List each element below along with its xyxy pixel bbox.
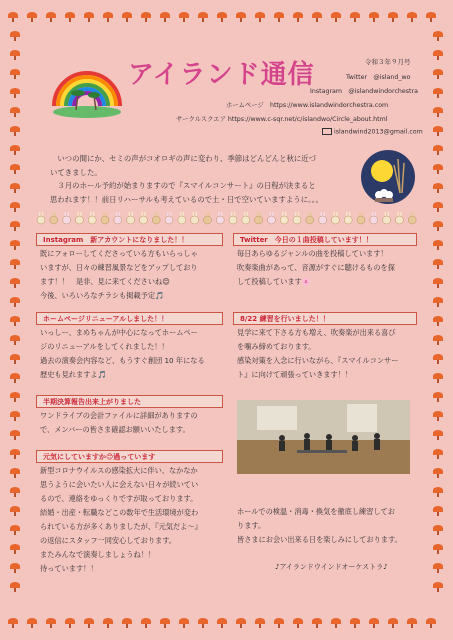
issue-date: 令和３年９月号 — [365, 58, 411, 66]
palm-tree-icon — [426, 618, 436, 628]
bunny-icon — [319, 212, 327, 224]
body-line: 皆さまにお会い出来る日を楽しみにしております。 — [237, 535, 402, 544]
bunny-icon — [255, 212, 263, 224]
intro-paragraph — [50, 152, 350, 206]
palm-tree-icon — [350, 618, 360, 628]
section-heading-twitter: Twitter 今日の１曲投稿しています！！ — [233, 233, 417, 246]
body-line: して投稿しています🌸 — [237, 277, 311, 286]
palm-tree-icon — [198, 12, 208, 22]
palm-tree-icon — [369, 12, 379, 22]
bunny-icon — [152, 212, 160, 224]
palm-tree-icon — [433, 525, 443, 535]
moon-viewing-illustration — [360, 149, 416, 205]
palm-tree-icon — [10, 278, 20, 288]
palm-tree-icon — [433, 468, 443, 478]
palm-tree-icon — [179, 618, 189, 628]
palm-tree-icon — [433, 430, 443, 440]
body-line: 吹奏楽曲があって、音源がすぐに聴けるものを探 — [237, 263, 395, 272]
bunny-icon — [50, 212, 58, 224]
palm-tree-icon — [433, 354, 443, 364]
palm-tree-icon — [433, 297, 443, 307]
palm-tree-icon — [8, 12, 18, 22]
bunny-icon — [357, 212, 365, 224]
body-line: の返信にスタッフ一同安心しております。 — [40, 536, 176, 545]
palm-tree-icon — [255, 618, 265, 628]
palm-tree-icon — [433, 449, 443, 459]
palm-tree-icon — [10, 449, 20, 459]
palm-tree-icon — [433, 202, 443, 212]
newsletter-title: アイランド通信 — [128, 60, 315, 90]
palm-tree-icon — [10, 297, 20, 307]
bunny-icon — [114, 212, 122, 224]
bunny-icon — [267, 212, 275, 224]
palm-tree-icon — [10, 69, 20, 79]
palm-tree-icon — [433, 240, 443, 250]
intro-line: いつの間にか、セミの声がコオロギの声に変わり、季節はどんどんと秋に近づ — [50, 154, 317, 163]
body-line: ジのリニューアルをしてくれました！！ — [40, 342, 169, 351]
palm-tree-icon — [122, 12, 132, 22]
palm-tree-icon — [10, 202, 20, 212]
bunny-icon — [280, 212, 288, 224]
section-heading-homepage: ホームページリニューアルしました！！ — [36, 312, 223, 325]
palm-tree-icon — [433, 487, 443, 497]
palm-tree-icon — [433, 164, 443, 174]
palm-tree-icon — [255, 12, 265, 22]
body-line: 歴史も見れますよ🎵 — [40, 370, 107, 379]
palm-tree-icon — [433, 50, 443, 60]
palm-tree-icon — [10, 335, 20, 345]
palm-tree-icon — [433, 506, 443, 516]
bunny-icon — [37, 212, 45, 224]
bunny-icon — [216, 212, 224, 224]
palm-tree-icon — [312, 12, 322, 22]
palm-tree-icon — [433, 31, 443, 41]
rainbow-illustration — [50, 66, 124, 118]
body-line: ワンドライブの会計ファイルに詳細がありますの — [40, 411, 198, 420]
email-address: islandwind2013@gmail.com — [334, 128, 423, 136]
palm-tree-icon — [10, 50, 20, 60]
body-line: ト』に向けて頑張っていきます！！ — [237, 370, 353, 379]
palm-tree-icon — [141, 618, 151, 628]
body-line: 新型コロナウイルスの感染拡大に伴い、なかなか — [40, 466, 198, 475]
palm-tree-icon — [160, 618, 170, 628]
palm-tree-icon — [10, 221, 20, 231]
palm-tree-icon — [46, 12, 56, 22]
palm-tree-icon — [350, 12, 360, 22]
palm-tree-icon — [433, 373, 443, 383]
body-line: 既にフォローしてくださっている方もいらっしゃ — [40, 249, 198, 258]
palm-tree-icon — [10, 373, 20, 383]
bunny-icon — [178, 212, 186, 224]
body-line: 今後、いろいろなチラシも掲載予定🎵 — [40, 291, 164, 300]
palm-tree-icon — [10, 582, 20, 592]
palm-tree-icon — [10, 126, 20, 136]
palm-tree-icon — [369, 618, 379, 628]
palm-tree-icon — [433, 69, 443, 79]
palm-tree-icon — [274, 618, 284, 628]
palm-tree-icon — [10, 183, 20, 193]
palm-tree-icon — [426, 12, 436, 22]
bunny-icon — [383, 212, 391, 224]
palm-tree-icon — [10, 354, 20, 364]
palm-tree-icon — [433, 107, 443, 117]
section-heading-instagram: Instagram 新アカウントになりました！！ — [36, 233, 223, 246]
palm-tree-icon — [293, 12, 303, 22]
body-line: ホールでの検温・消毒・換気を徹底し練習してお — [237, 507, 395, 516]
palm-tree-icon — [433, 411, 443, 421]
palm-tree-icon — [103, 618, 113, 628]
section-body-settlement — [40, 409, 230, 437]
palm-tree-icon — [312, 618, 322, 628]
bunny-icon — [63, 212, 71, 224]
bunny-icon — [203, 212, 211, 224]
palm-tree-icon — [160, 12, 170, 22]
body-line: を噛み締めております。 — [237, 342, 316, 351]
bunny-icon — [395, 212, 403, 224]
bunny-icon — [75, 212, 83, 224]
palm-tree-icon — [293, 618, 303, 628]
palm-tree-icon — [433, 563, 443, 573]
section-body-homepage — [40, 326, 230, 382]
palm-tree-icon — [65, 618, 75, 628]
palm-tree-icon — [10, 468, 20, 478]
body-line: いっしー、まめちゃんが中心になってホームペー — [40, 328, 198, 337]
palm-tree-icon — [10, 430, 20, 440]
palm-tree-icon — [433, 582, 443, 592]
intro-line: いてきました。 — [50, 167, 102, 177]
palm-tree-icon — [10, 411, 20, 421]
palm-tree-icon — [84, 618, 94, 628]
palm-tree-icon — [46, 618, 56, 628]
body-line: るので、連絡をゆっくりですが取っております。 — [40, 494, 198, 503]
palm-tree-icon — [10, 506, 20, 516]
palm-tree-icon — [10, 145, 20, 155]
body-line: で、メンバーの皆さま確認お願いいたします。 — [40, 425, 190, 434]
palm-tree-icon — [10, 544, 20, 554]
body-line: 毎日あらゆるジャンルの曲を投稿しています！ — [237, 249, 388, 258]
bunny-icon — [101, 212, 109, 224]
palm-tree-icon — [433, 316, 443, 326]
instagram-handle: Instagram @islandwindorchestra — [310, 88, 418, 95]
bunny-icon — [88, 212, 96, 224]
palm-tree-icon — [122, 618, 132, 628]
palm-tree-icon — [433, 221, 443, 231]
body-line: 思うように会いたい人に会えない日々が続いてい — [40, 480, 199, 489]
body-line: いますが、日々の練習風景などをアップしており — [40, 263, 198, 272]
palm-tree-icon — [141, 12, 151, 22]
palm-tree-icon — [10, 392, 20, 402]
bunny-icon — [127, 212, 135, 224]
bunny-icon — [191, 212, 199, 224]
section-body-twitter — [237, 247, 422, 289]
palm-tree-icon — [433, 145, 443, 155]
bunny-icon — [408, 212, 416, 224]
palm-tree-icon — [433, 392, 443, 402]
palm-tree-icon — [407, 618, 417, 628]
bunny-icon — [344, 212, 352, 224]
body-line: またみんなで演奏しましょうね！！ — [40, 550, 156, 559]
palm-tree-icon — [65, 12, 75, 22]
homepage-link[interactable]: ホームページ https://www.islandwindorchestra.com — [226, 102, 389, 109]
palm-tree-icon — [10, 31, 20, 41]
twitter-handle: Twitter @island_wo — [346, 74, 411, 81]
email-line[interactable] — [322, 128, 423, 136]
mail-icon — [322, 128, 332, 135]
palm-tree-icon — [433, 183, 443, 193]
section-heading-greetings: 元気にしていますか😊過っています — [36, 450, 223, 463]
palm-tree-icon — [433, 88, 443, 98]
bunny-icon — [370, 212, 378, 224]
section-body-practice — [237, 326, 422, 382]
palm-tree-icon — [10, 316, 20, 326]
palm-tree-icon — [433, 278, 443, 288]
section-heading-practice: 8/22 練習を行いました！！ — [233, 312, 417, 325]
palm-tree-icon — [217, 12, 227, 22]
intro-line: 思われます！！前日リハーサルも考えているので土・日で空いていますように。。。 — [50, 194, 323, 204]
palm-tree-icon — [10, 107, 20, 117]
section-heading-settlement: 半期決算報告出来上がりました — [36, 395, 223, 408]
body-line: られている方が多くありましたが、『元気だよ～』 — [40, 522, 202, 531]
bunny-icon — [242, 212, 250, 224]
palm-tree-icon — [217, 618, 227, 628]
palm-tree-icon — [236, 618, 246, 628]
palm-tree-icon — [8, 618, 18, 628]
palm-tree-icon — [388, 618, 398, 628]
palm-tree-icon — [433, 544, 443, 554]
palm-tree-icon — [198, 618, 208, 628]
palm-tree-icon — [10, 240, 20, 250]
palm-tree-icon — [236, 12, 246, 22]
palm-tree-icon — [84, 12, 94, 22]
palm-tree-icon — [331, 618, 341, 628]
intro-line: ３月のホール予約が始まりますので『スマイルコンサート』の日程が決まると — [50, 181, 316, 191]
bunny-icon — [229, 212, 237, 224]
palm-tree-icon — [27, 618, 37, 628]
bunny-icon — [293, 212, 301, 224]
body-line: 過去の演奏会内容など、もうすぐ創団 10 年になる — [40, 356, 205, 365]
body-line: 見学に来て下さる方も増え、吹奏楽が出来る喜び — [237, 328, 396, 337]
palm-tree-icon — [331, 12, 341, 22]
palm-tree-icon — [274, 12, 284, 22]
bunny-divider — [35, 211, 419, 225]
body-line: ます！！ 是非、見に来てくださいね😊 — [40, 277, 170, 286]
practice-closing-text — [237, 505, 422, 547]
palm-tree-icon — [10, 525, 20, 535]
palm-tree-icon — [10, 88, 20, 98]
palm-tree-icon — [10, 487, 20, 497]
palm-tree-icon — [433, 126, 443, 136]
section-body-greetings — [40, 464, 230, 576]
circle-square-link[interactable]: サークルスクエア https://www.c-sqr.net/c/islandwo/Circle_about.html — [176, 116, 388, 123]
signature: ♪アイランドウインドオーケストラ♪ — [275, 563, 388, 571]
palm-tree-icon — [407, 12, 417, 22]
palm-tree-icon — [27, 12, 37, 22]
palm-tree-icon — [179, 12, 189, 22]
palm-tree-icon — [10, 259, 20, 269]
palm-tree-icon — [388, 12, 398, 22]
palm-tree-icon — [10, 164, 20, 174]
palm-tree-icon — [433, 259, 443, 269]
section-body-instagram — [40, 247, 230, 303]
palm-tree-icon — [10, 563, 20, 573]
bunny-icon — [306, 212, 314, 224]
body-line: ります。 — [237, 521, 266, 530]
bunny-icon — [165, 212, 173, 224]
practice-photo — [237, 400, 410, 474]
body-line: 感染対策を入念に行いながら、『スマイルコンサー — [237, 356, 399, 365]
body-line: 結婚・出産・転職などこの数年で生活環境が変わ — [40, 508, 199, 517]
palm-tree-icon — [433, 335, 443, 345]
palm-tree-icon — [103, 12, 113, 22]
bunny-icon — [139, 212, 147, 224]
body-line: 待っています！！ — [40, 564, 98, 573]
bunny-icon — [331, 212, 339, 224]
